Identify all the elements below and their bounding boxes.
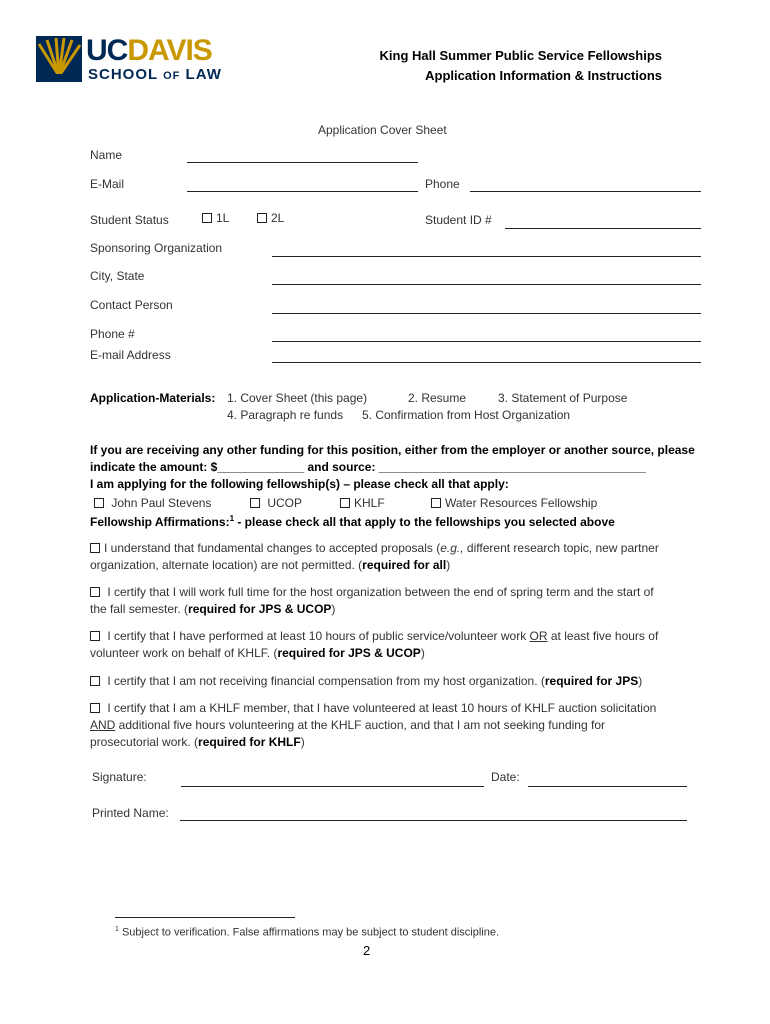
phone-field[interactable] xyxy=(470,191,701,192)
logo-law: LAW xyxy=(185,66,222,83)
sponsoring-org-field[interactable] xyxy=(272,256,701,257)
checkbox-1l[interactable] xyxy=(202,213,212,223)
affirmation-5: I certify that I am a KHLF member, that I have volunteered at least 10 hours of KHLF auction solicitation AND additional five hours volunteering at the KHLF auction, and that I am not seeking funding for prosecutorial work. (required for KHLF) xyxy=(90,701,657,749)
footnote-ref: 1 xyxy=(229,514,235,523)
printed-name-label: Printed Name: xyxy=(92,806,169,820)
fellowship-khlf[interactable]: KHLF xyxy=(340,496,385,510)
checkbox-jps[interactable] xyxy=(94,498,104,508)
phone-num-field[interactable] xyxy=(272,341,701,342)
option-1l[interactable]: 1L xyxy=(202,211,229,225)
signature-label: Signature: xyxy=(92,770,147,784)
materials-item1: 1. Cover Sheet (this page) xyxy=(227,391,368,405)
funding-line2: indicate the amount: $_____________ and source: ________________________________________ xyxy=(90,460,646,474)
affirmations-title: Fellowship Affirmations:$^1$ - please check all that apply to the fellowships you selected above xyxy=(90,514,615,529)
city-state-label: City, State xyxy=(90,269,145,283)
sponsoring-org-label: Sponsoring Organization xyxy=(90,241,223,255)
name-field[interactable] xyxy=(187,162,418,163)
phone-label: Phone xyxy=(425,177,460,191)
checkbox-2l[interactable] xyxy=(257,213,267,223)
date-field[interactable] xyxy=(528,786,687,787)
funding-line3: I am applying for the following fellowship(s) – please check all that apply: xyxy=(90,477,509,491)
checkbox-affirm-1[interactable] xyxy=(90,543,100,553)
contact-person-field[interactable] xyxy=(272,313,701,314)
contact-person-label: Contact Person xyxy=(90,298,173,312)
footnote: $^1$ Subject to verification. False affirmations may be subject to student discipline. xyxy=(115,926,500,939)
footnote-divider xyxy=(115,917,295,918)
fellowship-water[interactable]: Water Resources Fellowship xyxy=(431,496,597,510)
email-address-label: E-mail Address xyxy=(90,348,171,362)
logo-davis: DAVIS xyxy=(127,34,212,67)
option-2l[interactable]: 2L xyxy=(257,211,284,225)
logo-of: OF xyxy=(163,70,181,82)
header-line2: Application Information & Instructions xyxy=(425,68,662,83)
date-label: Date: xyxy=(491,770,520,784)
checkbox-affirm-2[interactable] xyxy=(90,587,100,597)
email-field[interactable] xyxy=(187,191,418,192)
printed-name-field[interactable] xyxy=(180,820,687,821)
city-state-field[interactable] xyxy=(272,284,701,285)
fellowship-ucop[interactable]: UCOP xyxy=(250,496,302,510)
email-address-field[interactable] xyxy=(272,362,701,363)
logo-school: SCHOOL xyxy=(88,66,158,83)
phone-num-label: Phone # xyxy=(90,327,135,341)
funding-line1: If you are receiving any other funding for this position, either from the employer or another source, please xyxy=(90,443,695,457)
materials-item2: 2. Resume xyxy=(408,391,467,405)
materials-item3: 3. Statement of Purpose xyxy=(498,391,628,405)
checkbox-ucop[interactable] xyxy=(250,498,260,508)
affirmation-4: I certify that I am not receiving financial compensation from my host organization. (required for JPS) xyxy=(90,673,710,690)
checkbox-affirm-3[interactable] xyxy=(90,631,100,641)
affirmation-2: I certify that I will work full time for the host organization between the end of spring term and the start of the fall semester. (required for JPS & UCOP) xyxy=(90,585,654,616)
materials-item5: 5. Confirmation from Host Organization xyxy=(362,408,571,422)
fellowship-jps[interactable]: John Paul Stevens xyxy=(94,496,211,510)
student-id-field[interactable] xyxy=(505,228,701,229)
affirmation-1: I understand that fundamental changes to accepted proposals (e.g., different research topic, new partner organization, alternate location) are not permitted. (required for all) xyxy=(90,541,659,572)
student-status-label: Student Status xyxy=(90,213,169,227)
checkbox-water[interactable] xyxy=(431,498,441,508)
logo-uc: UC xyxy=(86,34,128,67)
sunburst-icon xyxy=(36,36,82,82)
checkbox-affirm-4[interactable] xyxy=(90,676,100,686)
email-label: E-Mail xyxy=(90,177,125,191)
checkbox-khlf[interactable] xyxy=(340,498,350,508)
cover-title: Application Cover Sheet xyxy=(318,123,447,137)
student-id-label: Student ID # xyxy=(425,213,492,227)
ucdavis-logo xyxy=(36,36,226,86)
materials-item4: 4. Paragraph re funds xyxy=(227,408,344,422)
materials-label: Application-Materials: xyxy=(90,391,216,405)
checkbox-affirm-5[interactable] xyxy=(90,703,100,713)
header-line1: King Hall Summer Public Service Fellowships xyxy=(379,48,662,63)
page-number: 2 xyxy=(363,943,371,958)
name-label: Name xyxy=(90,148,123,162)
affirmation-3: I certify that I have performed at least 10 hours of public service/volunteer work OR at least five hours of volunteer work on behalf of KHLF. (required for JPS & UCOP) xyxy=(90,629,659,660)
signature-field[interactable] xyxy=(181,786,484,787)
